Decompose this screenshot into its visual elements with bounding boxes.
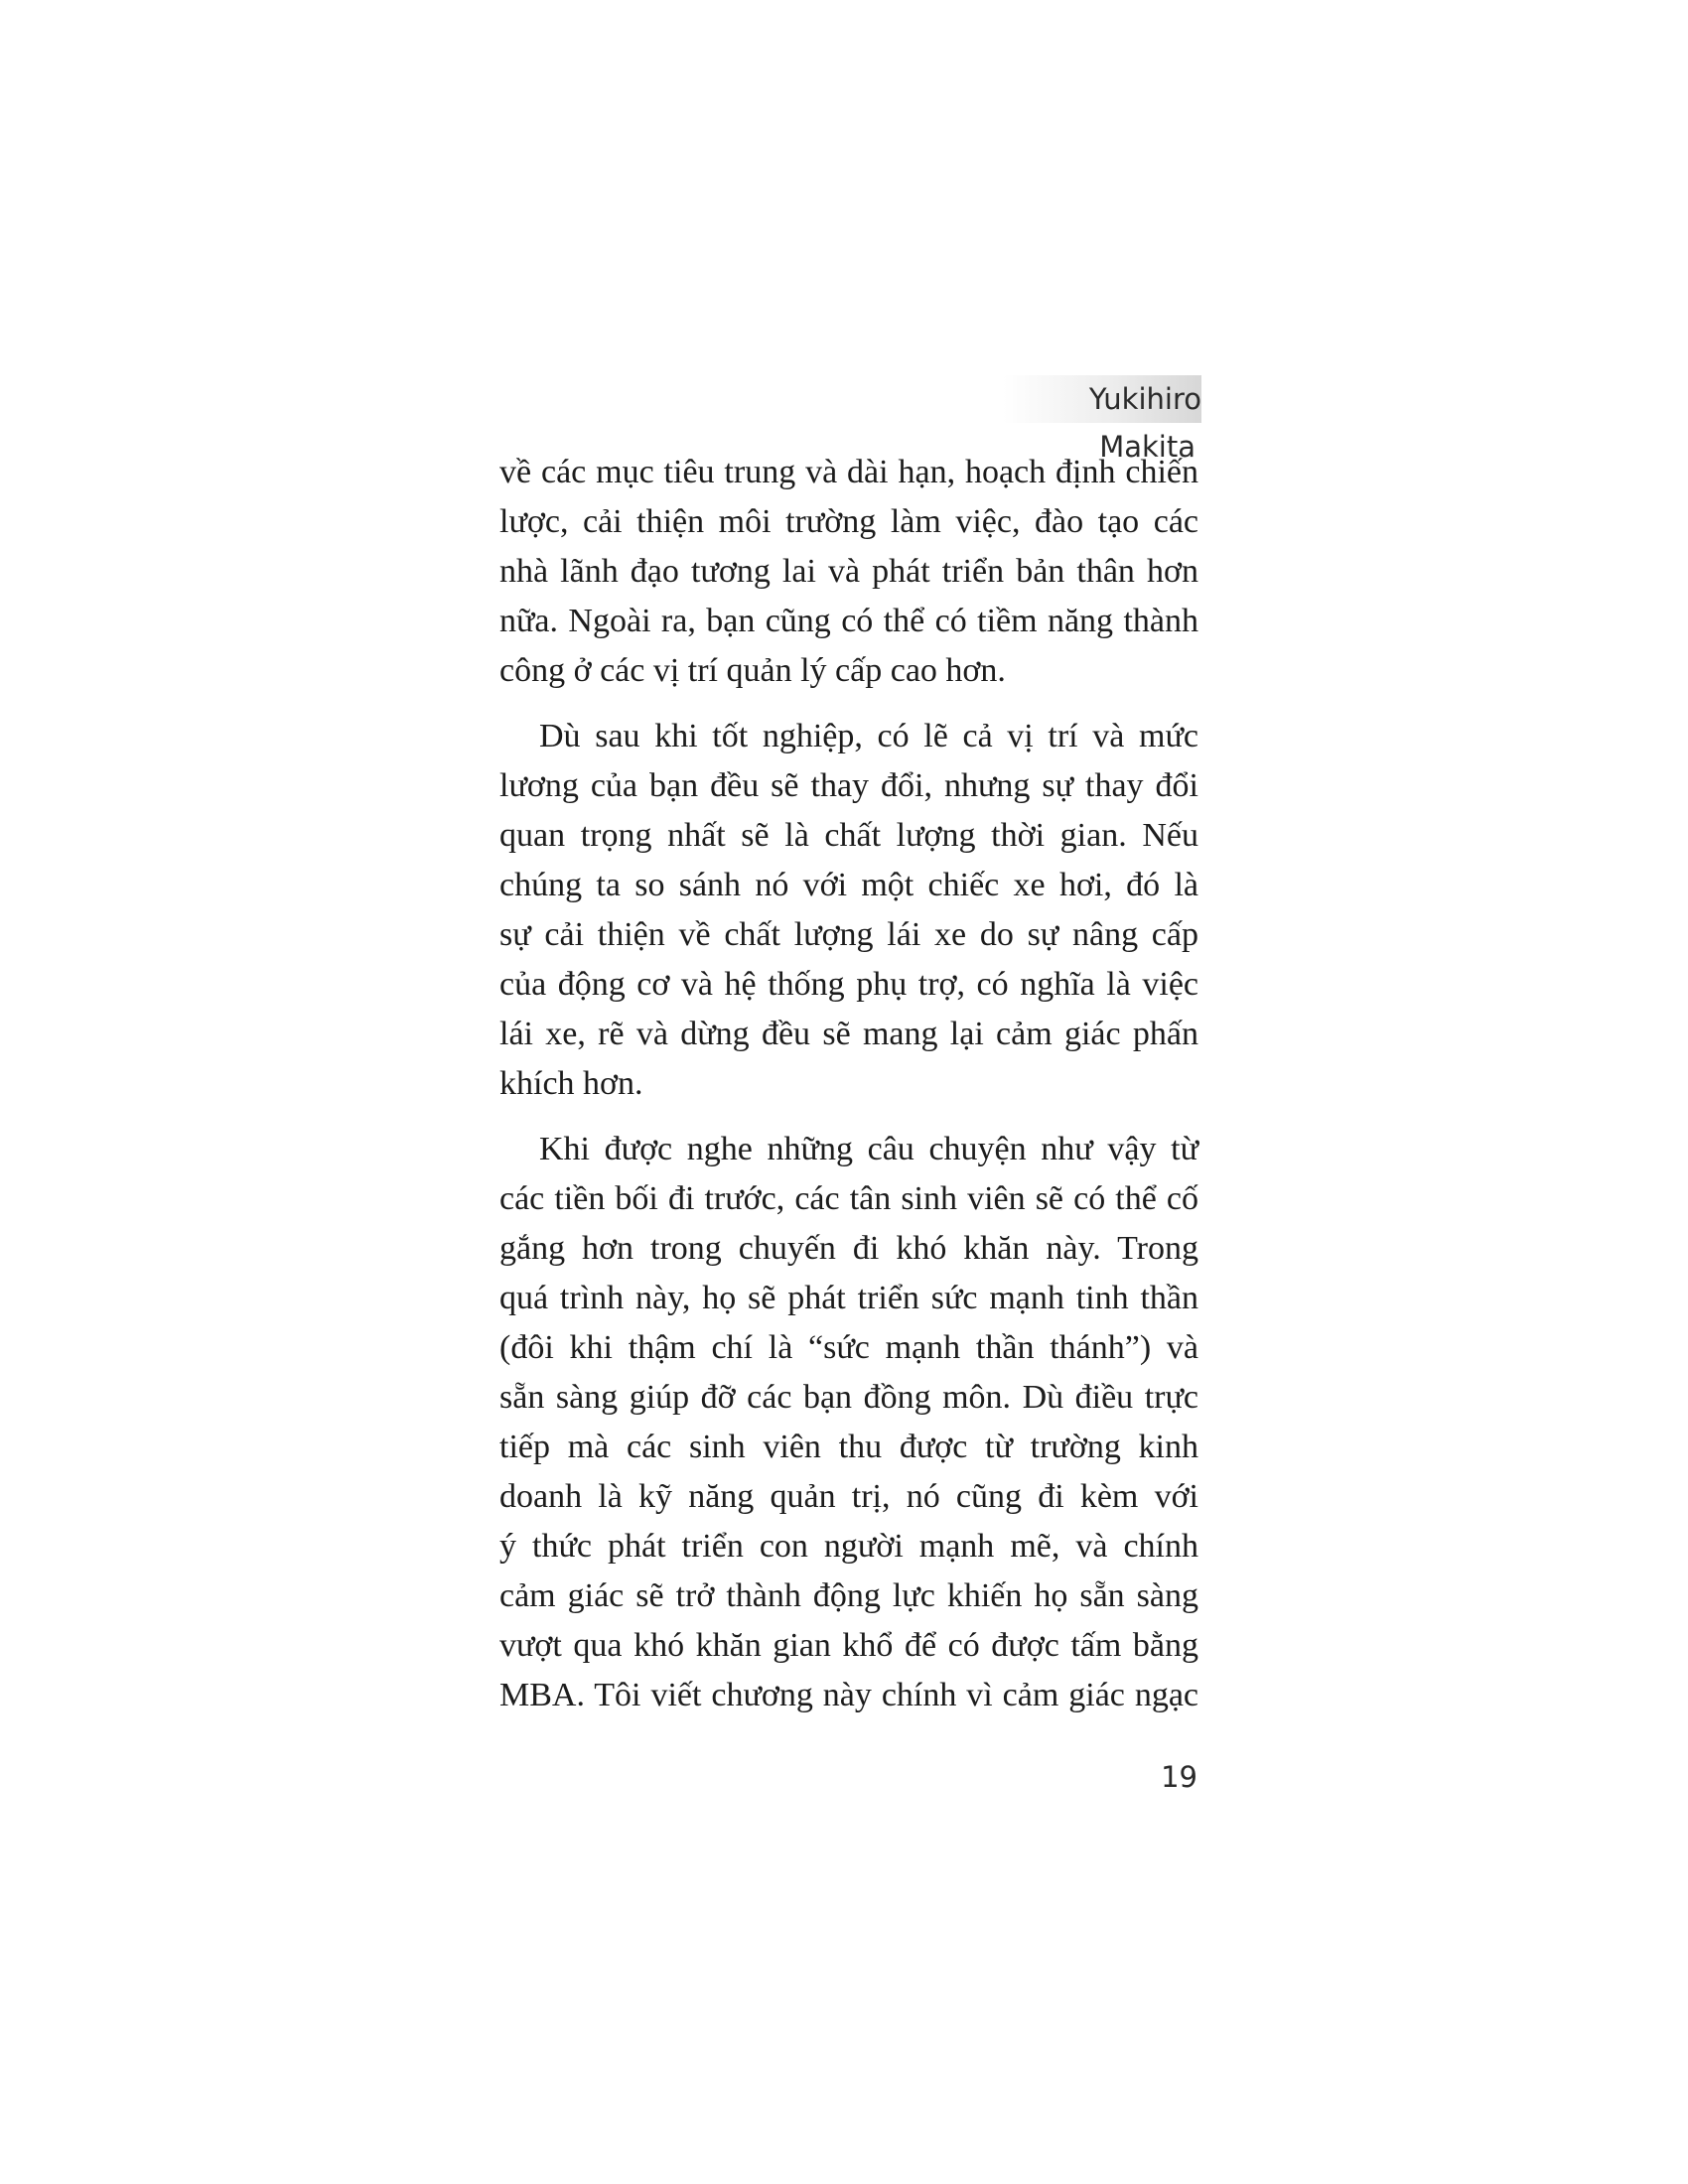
text-line: về các mục tiêu trung và dài hạn, hoạch định chiến — [499, 454, 1198, 490]
text-line: Khi được nghe những câu chuyện như vậy từ — [539, 1131, 1198, 1167]
text-line: chúng ta so sánh nó với một chiếc xe hơi, đó là — [499, 867, 1198, 903]
text-line: nhà lãnh đạo tương lai và phát triển bản thân hơn — [499, 553, 1198, 590]
text-line: lái xe, rẽ và dừng đều sẽ mang lại cảm giác phấn — [499, 1016, 1198, 1052]
page-number: 19 — [1161, 1760, 1197, 1794]
text-line: lược, cải thiện môi trường làm việc, đào tạo các — [499, 503, 1198, 540]
paragraph-3 — [499, 1125, 1198, 1720]
paragraph-2 — [499, 712, 1198, 1109]
text-line: gắng hơn trong chuyến đi khó khăn này. Trong — [499, 1230, 1198, 1267]
text-line: sẵn sàng giúp đỡ các bạn đồng môn. Dù điều trực — [499, 1379, 1198, 1416]
body-text — [499, 448, 1198, 1736]
text-line: (đôi khi thậm chí là “sức mạnh thần thánh”) và — [499, 1329, 1198, 1366]
text-line: quan trọng nhất sẽ là chất lượng thời gian. Nếu — [499, 817, 1198, 854]
text-line: khích hơn. — [499, 1065, 643, 1102]
text-line: ý thức phát triển con người mạnh mẽ, và chính — [499, 1528, 1198, 1565]
text-line: tiếp mà các sinh viên thu được từ trường kinh — [499, 1429, 1198, 1465]
paragraph-1 — [499, 448, 1198, 696]
text-line: Dù sau khi tốt nghiệp, có lẽ cả vị trí và mức — [539, 718, 1198, 754]
text-line: cảm giác sẽ trở thành động lực khiến họ sẵn sàng — [499, 1577, 1198, 1614]
text-line: lương của bạn đều sẽ thay đổi, nhưng sự thay đổi — [499, 767, 1198, 804]
running-header — [1003, 375, 1201, 464]
text-line: MBA. Tôi viết chương này chính vì cảm giác ngạc — [499, 1677, 1198, 1713]
text-line: sự cải thiện về chất lượng lái xe do sự nâng cấp — [499, 916, 1198, 953]
text-line: quá trình này, họ sẽ phát triển sức mạnh tinh thần — [499, 1280, 1198, 1316]
text-line: nữa. Ngoài ra, bạn cũng có thể có tiềm năng thành — [499, 603, 1198, 639]
text-line: các tiền bối đi trước, các tân sinh viên sẽ có thể cố — [499, 1180, 1198, 1217]
text-line: doanh là kỹ năng quản trị, nó cũng đi kèm với — [499, 1478, 1198, 1515]
text-line: của động cơ và hệ thống phụ trợ, có nghĩa là việc — [499, 966, 1198, 1003]
text-line: vượt qua khó khăn gian khổ để có được tấm bằng — [499, 1627, 1198, 1664]
author-name: Yukihiro Makita — [1088, 382, 1201, 464]
text-line: công ở các vị trí quản lý cấp cao hơn. — [499, 652, 1006, 689]
